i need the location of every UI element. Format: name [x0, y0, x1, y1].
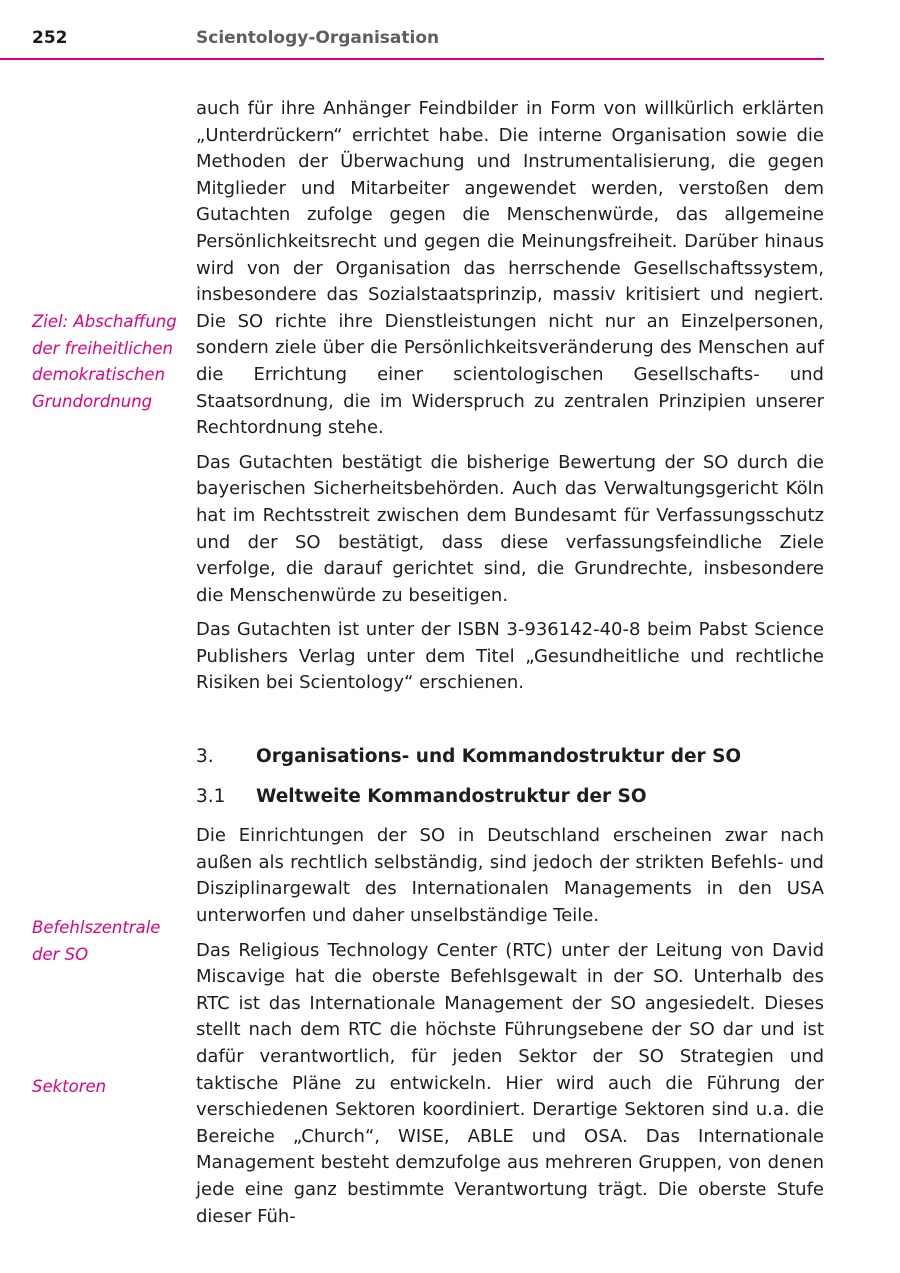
section-title: Organisations- und Kommandostruktur der SO — [256, 746, 742, 768]
main-text-column — [196, 96, 824, 1238]
body-paragraph: Das Gutachten ist unter der ISBN 3-936142-40-8 beim Pabst Science Publishers Verlag unter dem Titel „Gesundheitliche und rechtliche Risiken bei Scientology“ erschienen. — [196, 619, 824, 694]
body-paragraph: Das Religious Technology Center (RTC) unter der Leitung von David Miscavige hat die oberste Befehlsgewalt in der SO. Unterhalb des RTC ist das Internationale Management der SO angesiedelt. Dieses stellt nach dem RTC die höchste Führungsebene der SO dar und ist dafür verantwortlich, für jeden Sektor der SO Strategien und taktische Pläne zu entwickeln. Hier wird auch die Führung der verschiedenen Sektoren koordiniert. Derartige Sektoren sind u.a. die Bereiche „Church“, WISE, ABLE und OSA. Das Internationale Management besteht demzufolge aus mehreren Gruppen, von denen jede eine ganz bestimmte Verantwortung trägt. Die oberste Stufe dieser Füh- — [196, 939, 824, 1227]
body-paragraph: Die Einrichtungen der SO in Deutschland erscheinen zwar nach außen als rechtlich selbständig, sind jedoch der strikten Befehls- und Disziplinargewalt des Internationalen Managements in den USA unterworfen und daher unselbständige Teile. — [196, 825, 824, 927]
subsection-heading — [196, 784, 824, 811]
page-header — [0, 0, 824, 60]
section-number: 3. — [196, 746, 214, 768]
margin-note-sektoren: Sektoren — [32, 1077, 107, 1096]
running-title: Scientology-Organisation — [196, 28, 440, 48]
subsection-title: Weltweite Kommandostruktur der SO — [256, 785, 647, 807]
body-paragraph: Das Gutachten bestätigt die bisherige Bewertung der SO durch die bayerischen Sicherheitsbehörden. Auch das Verwaltungsgericht Köln hat im Rechtsstreit zwischen dem Bundesamt für Verfassungsschutz und der SO bestätigt, dass diese verfassungsfeindliche Ziele verfolge, die darauf gerichtet sind, die Grundrechte, insbesondere die Menschenwürde zu beseitigen. — [196, 451, 824, 606]
section-heading — [196, 744, 824, 771]
subsection-number: 3.1 — [196, 785, 226, 807]
body-paragraph: auch für ihre Anhänger Feindbilder in Form von willkürlich erklärten „Unterdrückern“ errichtet habe. Die interne Organisation sowie die Methoden der Überwachung und Instrumentalisierung, die gegen Mitglieder und Mitarbeiter angewendet werden, verstoßen dem Gutachten zufolge gegen die Menschenwürde, das allgemeine Persönlichkeitsrecht und gegen die Meinungsfreiheit. Darüber hinaus wird von der Organisation das herrschende Gesellschaftssystem, insbesondere das Sozialstaatsprinzip, massiv kritisiert und negiert. Die SO richte ihre Dienstleistungen nicht nur an Einzelpersonen, sondern ziele über die Persönlichkeitsveränderung des Menschen auf die Errichtung einer scientologischen Gesellschafts- und Staatsordnung, die im Widerspruch zu zentralen Prinzipien unserer Rechtordnung stehe. — [196, 98, 824, 439]
page-number: 252 — [32, 28, 68, 48]
margin-note-ziel: Ziel: Abschaffung der freiheitlichen demokratischen Grundordnung — [32, 312, 177, 411]
margin-note-befehlszentrale: Befehlszentrale der SO — [32, 918, 161, 964]
